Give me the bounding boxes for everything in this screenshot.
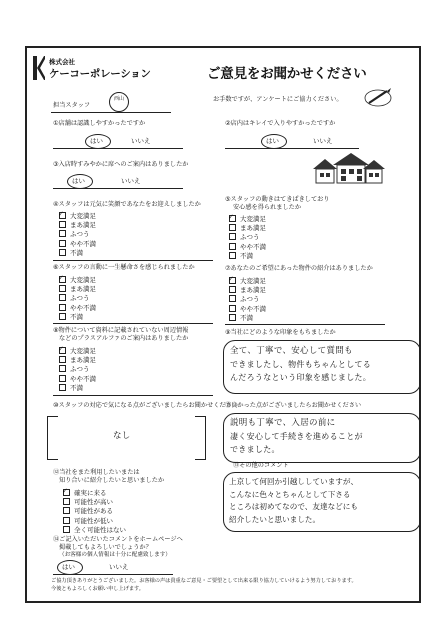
q14-yes[interactable]: はい <box>62 563 75 571</box>
q6-option[interactable]: まあ満足 <box>59 285 96 294</box>
staff-underline <box>51 112 171 113</box>
company-name: ケーコーポレーション <box>49 68 151 80</box>
q12-option[interactable]: 可能性がある <box>63 507 126 516</box>
q3-underline <box>53 188 183 189</box>
q8-label-2: などのプラスアルファのご案内はありましたか <box>59 335 189 342</box>
q13-answer-line: 紹介したいと思いました。 <box>229 514 321 524</box>
q3-label: ③入店時すみやかに席へのご案内はありましたか <box>53 161 189 168</box>
q1-label: ①店舗は認識しやすかったですか <box>53 120 146 127</box>
q6-option[interactable]: ふつう <box>59 294 96 303</box>
q12-checkbox[interactable] <box>63 526 70 533</box>
q6-checkbox[interactable] <box>59 313 66 320</box>
q10-label: ⑩スタッフの対応で気になる点がございましたらお聞かせください <box>53 402 238 409</box>
q8-checkbox[interactable] <box>59 384 66 391</box>
footer-line-1: ご協力頂きありがとうございました。お客様の声は貴重なご意見・ご要望として出来る限り協力していけるよう努力しております。 <box>51 578 357 584</box>
q5-label-2: 安心感を得られましたか <box>233 204 302 211</box>
q4-checkbox[interactable] <box>59 249 66 256</box>
q13-answer-box[interactable] <box>223 472 421 532</box>
houses-illustration <box>311 151 387 189</box>
q11-answer-box[interactable] <box>223 413 421 463</box>
q7-option[interactable]: 大変満足 <box>229 277 266 286</box>
q6-option[interactable]: やや不満 <box>59 304 96 313</box>
q8-option[interactable]: 不満 <box>59 384 96 393</box>
q11-label: ⑪良かった点がございましたらお聞かせください <box>225 402 362 409</box>
q4-option[interactable]: まあ満足 <box>59 221 96 230</box>
q4-option[interactable]: ふつう <box>59 230 96 239</box>
q7-checkbox[interactable] <box>229 286 236 293</box>
q5-option[interactable]: ふつう <box>229 233 266 242</box>
intro-text: お手数ですが、アンケートにご協力ください。 <box>213 96 343 103</box>
staff-stamp: 西山 <box>109 92 129 112</box>
q14-no[interactable]: いいえ <box>109 563 129 571</box>
q1-yes[interactable]: はい <box>90 137 103 145</box>
q9-answer-box[interactable] <box>223 340 421 394</box>
q13-answer-line: 上京して何回か引越ししていますが、 <box>229 477 359 486</box>
q7-option[interactable]: 不満 <box>229 314 266 323</box>
q14-label-3: （お客様の個人情報は十分に配慮致します） <box>59 552 171 558</box>
q5-option[interactable]: やや不満 <box>229 243 266 252</box>
q7-check-mark: ✓ <box>228 275 234 283</box>
company-type: 株式会社 <box>49 58 75 66</box>
q12-checkbox[interactable] <box>63 517 70 524</box>
q8-option[interactable]: 大変満足 <box>59 347 96 356</box>
q12-checkbox[interactable] <box>63 498 70 505</box>
q6-checkbox[interactable] <box>59 285 66 292</box>
q13-answer-line: こんなに色々とちゃんとして下さる <box>229 489 351 499</box>
q12-label: ⑫当社をまた利用したいまたは <box>53 469 140 476</box>
q9-answer-line: できましたし、物件もちゃんとしてる <box>230 360 372 369</box>
logo-k-icon <box>33 56 45 80</box>
q4-underline <box>53 260 213 261</box>
q6-option[interactable]: 大変満足 <box>59 276 96 285</box>
q5-check-mark: ✓ <box>228 213 234 221</box>
q6-underline <box>53 323 213 324</box>
pen-icon <box>363 86 393 112</box>
q4-option[interactable]: 不満 <box>59 249 96 258</box>
q11-answer-line: できました。 <box>230 445 280 454</box>
q12-label-2: 知り合いに紹介したいと思いましたか <box>59 477 165 484</box>
q3-yes[interactable]: はい <box>72 177 85 185</box>
q6-checkbox[interactable] <box>59 294 66 301</box>
q5-option[interactable]: 不満 <box>229 252 266 261</box>
q6-options <box>59 276 96 322</box>
q4-checkbox[interactable] <box>59 230 66 237</box>
q8-check-mark: ✓ <box>58 345 64 353</box>
q14-label: ⑭ご記入いただいたコメントをホームページへ <box>53 536 183 543</box>
q8-option[interactable]: やや不満 <box>59 375 96 384</box>
q2-no[interactable]: いいえ <box>313 137 333 145</box>
q6-option[interactable]: 不満 <box>59 313 96 322</box>
q4-label: ④スタッフは元気に笑顔であなたをお迎えしましたか <box>53 201 201 208</box>
q6-check-mark: ✓ <box>58 274 64 282</box>
q2-underline <box>225 148 359 149</box>
q2-yes[interactable]: はい <box>266 137 279 145</box>
q7-option[interactable]: やや不満 <box>229 305 266 314</box>
q4-checkbox[interactable] <box>59 240 66 247</box>
q7-options <box>229 277 266 323</box>
q6-label: ⑥スタッフの言動に一生懸命さを感じられましたか <box>53 264 195 271</box>
q9-answer-line: 全て、丁寧で、安心して質問も <box>230 346 353 356</box>
q12-option[interactable]: 確実に来る <box>63 489 126 498</box>
q5-option[interactable]: まあ満足 <box>229 224 266 233</box>
q6-checkbox[interactable] <box>59 304 66 311</box>
q2-label: ②店内はキレイで入りやすかったですか <box>225 120 336 127</box>
q3-no[interactable]: いいえ <box>121 177 141 185</box>
q10-bracket-right <box>195 416 206 460</box>
q4-option[interactable]: やや不満 <box>59 240 96 249</box>
q8-option[interactable]: ふつう <box>59 365 96 374</box>
q8-label: ⑧物件について資料に記載されていない周辺情報 <box>53 327 189 334</box>
q7-label: ⑦あなたのご希望にあった物件の紹介はありましたか <box>225 265 373 272</box>
q10-bracket-left <box>47 416 58 460</box>
q7-option[interactable]: ふつう <box>229 295 266 304</box>
q4-option[interactable]: 大変満足 <box>59 212 96 221</box>
q4-checkbox[interactable] <box>59 221 66 228</box>
q8-checkbox[interactable] <box>59 356 66 363</box>
q5-options <box>229 215 266 261</box>
q5-checkbox[interactable] <box>229 224 236 231</box>
q4-options <box>59 212 96 258</box>
q13-label: ⑬その他のコメント <box>233 462 289 469</box>
company-logo <box>33 56 45 80</box>
q8-checkbox[interactable] <box>59 365 66 372</box>
q7-underline <box>225 324 385 325</box>
q8-underline <box>53 395 213 396</box>
page-title: ご意見をお聞かせください <box>207 66 367 82</box>
q12-checkbox[interactable] <box>63 507 70 514</box>
q5-checkbox[interactable] <box>229 233 236 240</box>
q12-option[interactable]: 可能性が低い <box>63 517 126 526</box>
q7-checkbox[interactable] <box>229 314 236 321</box>
q14-underline <box>53 574 173 575</box>
q13-answer-line: ところは初めてなので、友達などにも <box>229 502 358 511</box>
q12-option[interactable]: 全く可能性はない <box>63 526 126 535</box>
q1-underline <box>53 148 183 149</box>
q5-checkbox[interactable] <box>229 252 236 259</box>
q12-check-mark: ✓ <box>62 487 68 495</box>
staff-label: 担当スタッフ <box>53 102 91 109</box>
q5-option[interactable]: 大変満足 <box>229 215 266 224</box>
q5-label: ⑤スタッフの動きはてきぱきしており <box>225 196 330 203</box>
q10-answer[interactable]: なし <box>113 431 131 441</box>
q7-checkbox[interactable] <box>229 305 236 312</box>
q7-option[interactable]: まあ満足 <box>229 286 266 295</box>
q8-options <box>59 347 96 393</box>
q8-checkbox[interactable] <box>59 375 66 382</box>
q11-answer-line: 凄く安心して手続きを進めることが <box>230 432 363 441</box>
q14-label-2: 掲載してもよろしいでしょうか？ <box>59 544 152 551</box>
q12-options <box>63 489 126 535</box>
q11-answer-line: 説明も丁寧で、入居の前に <box>230 418 336 428</box>
survey-sheet <box>25 46 421 603</box>
q5-checkbox[interactable] <box>229 243 236 250</box>
q4-check-mark: ✓ <box>58 210 64 218</box>
q1-no[interactable]: いいえ <box>131 137 151 145</box>
q9-label: ⑨当社にどのような印象をもちましたか <box>225 329 336 336</box>
q8-option[interactable]: まあ満足 <box>59 356 96 365</box>
q12-option[interactable]: 可能性が高い <box>63 498 126 507</box>
q7-checkbox[interactable] <box>229 295 236 302</box>
q9-answer-line: んだろうなという印象を感じました。 <box>230 373 372 382</box>
footer-line-2: 今後ともよろしくお願い申し上げます。 <box>51 586 144 592</box>
